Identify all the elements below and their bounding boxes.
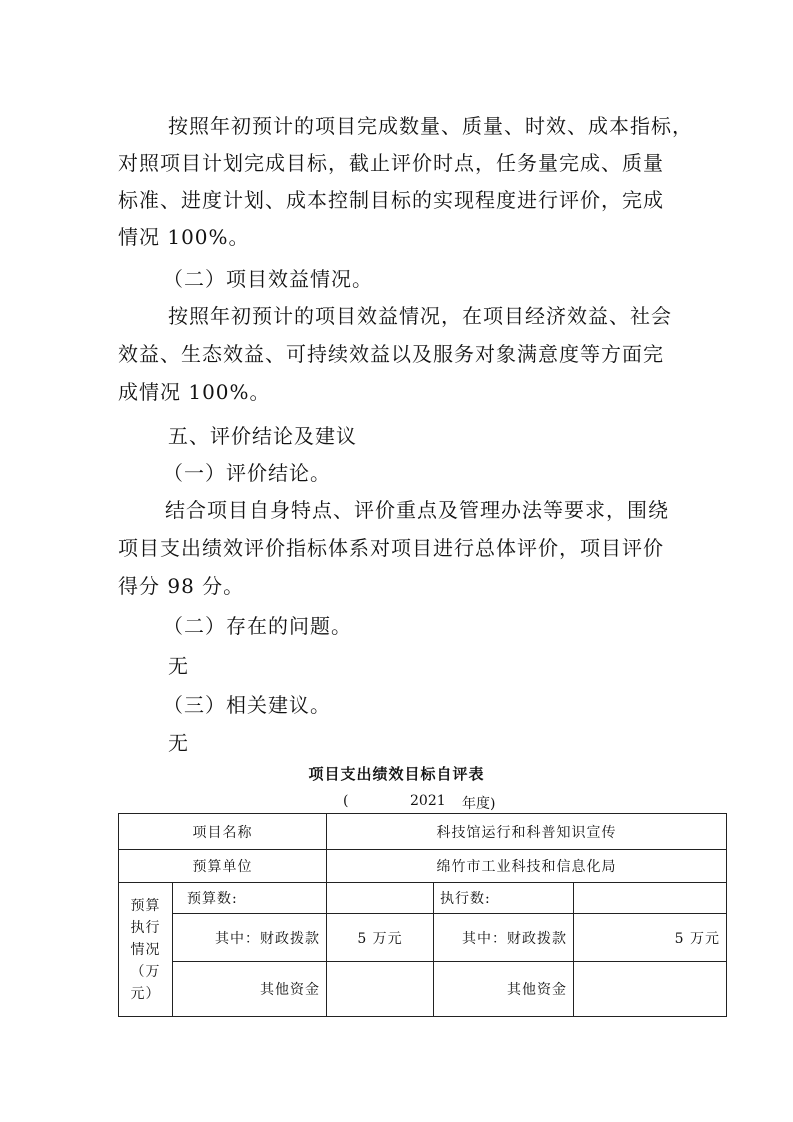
- section-label-line: （万: [130, 963, 161, 980]
- table-row: [119, 814, 727, 850]
- table-title: 项目支出绩效目标自评表: [308, 765, 485, 783]
- paragraph-line: 效益、生态效益、可持续效益以及服务对象满意度等方面完: [118, 342, 664, 366]
- year-suffix: 年度): [462, 796, 496, 812]
- year-open-paren: (: [343, 793, 349, 809]
- budget-execution-section-label: [119, 883, 173, 1017]
- other-funds-budget-value: [327, 962, 434, 1017]
- budget-unit-value: 绵竹市工业科技和信息化局: [327, 850, 727, 883]
- paragraph-line: 得分 98 分。: [118, 574, 245, 598]
- executed-amount-label: 执行数:: [434, 883, 574, 914]
- self-evaluation-table: [118, 813, 727, 1017]
- section-heading: （二）存在的问题。: [163, 614, 352, 638]
- table-row: [119, 914, 727, 962]
- paragraph-line: 按照年初预计的项目效益情况，在项目经济效益、社会: [168, 304, 672, 328]
- other-funds-budget-label: 其他资金: [173, 962, 327, 1017]
- executed-amount-value: [574, 883, 727, 914]
- paragraph-line: 结合项目自身特点、评价重点及管理办法等要求，围绕: [165, 498, 669, 522]
- paragraph-line: 成情况 100%。: [118, 380, 271, 404]
- section-label-line: 情况: [130, 941, 161, 958]
- other-funds-exec-label: 其他资金: [434, 962, 574, 1017]
- fiscal-allocation-budget-label: 其中：财政拨款: [173, 914, 327, 962]
- paragraph-line: 无: [168, 731, 189, 755]
- paragraph-line: 无: [168, 654, 189, 678]
- section-label-line: 元）: [130, 985, 161, 1002]
- project-name-value: 科技馆运行和科普知识宣传: [327, 814, 727, 850]
- table-row: [119, 962, 727, 1017]
- paragraph-line: 对照项目计划完成目标，截止评价时点，任务量完成、质量: [118, 151, 664, 175]
- paragraph-line: 项目支出绩效评价指标体系对项目进行总体评价，项目评价: [118, 536, 664, 560]
- paragraph-line: 按照年初预计的项目完成数量、质量、时效、成本指标，: [168, 114, 693, 138]
- section-label-line: 预算: [130, 897, 161, 914]
- budget-amount-value: [327, 883, 434, 914]
- fiscal-allocation-exec-label: 其中：财政拨款: [434, 914, 574, 962]
- year-value: 2021: [410, 793, 446, 809]
- paragraph-line: 情况 100%。: [118, 225, 250, 249]
- table-row: [119, 883, 727, 914]
- section-heading: （二）项目效益情况。: [163, 267, 373, 291]
- section-heading: （三）相关建议。: [163, 693, 331, 717]
- fiscal-allocation-exec-value: 5 万元: [574, 914, 727, 962]
- budget-amount-label: 预算数:: [173, 883, 327, 914]
- section-label-line: 执行: [130, 919, 161, 936]
- budget-unit-label: 预算单位: [119, 850, 327, 883]
- paragraph-line: 标准、进度计划、成本控制目标的实现程度进行评价，完成: [118, 188, 664, 212]
- project-name-label: 项目名称: [119, 814, 327, 850]
- section-heading: 五、评价结论及建议: [168, 424, 357, 448]
- fiscal-allocation-budget-value: 5 万元: [327, 914, 434, 962]
- section-heading: （一）评价结论。: [163, 461, 331, 485]
- table-row: [119, 850, 727, 883]
- other-funds-exec-value: [574, 962, 727, 1017]
